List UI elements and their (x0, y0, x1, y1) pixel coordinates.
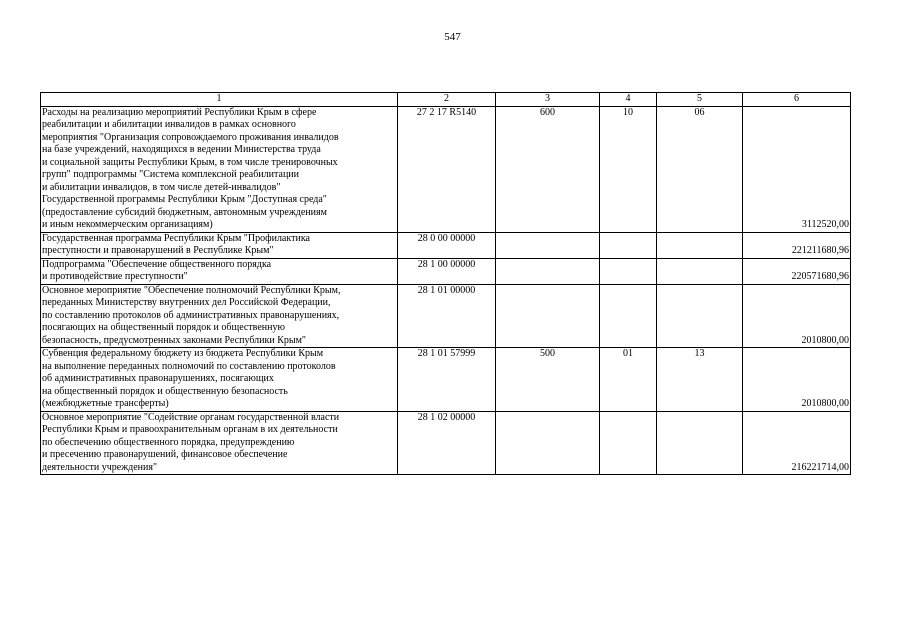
amount-cell: 216221714,00 (743, 411, 851, 475)
expense-type-cell (496, 411, 600, 475)
amount-cell: 221211680,96 (743, 232, 851, 258)
item-name-line: и иным некоммерческим организациям) (42, 219, 213, 230)
section-cell (600, 411, 657, 475)
amount-cell: 2010800,00 (743, 348, 851, 412)
section-cell: 10 (600, 106, 657, 232)
item-name-line: об административных правонарушениях, посягающих (42, 373, 274, 384)
expense-type-cell (496, 258, 600, 284)
item-name-line: Основное мероприятие "Обеспечение полномочий Республики Крым, (42, 284, 341, 296)
subsection-cell (657, 411, 743, 475)
item-name-line: и социальной защиты Республики Крым, в том числе тренировочных (42, 156, 338, 168)
subsection-cell: 13 (657, 348, 743, 412)
item-name-cell (41, 348, 398, 412)
item-name-line: реабилитации и абилитации инвалидов в рамках основного (42, 119, 296, 130)
column-header: 5 (657, 93, 743, 107)
item-name-line: по составлению протоколов об административных правонарушениях, (42, 309, 340, 321)
item-name-cell (41, 411, 398, 475)
page-number: 547 (444, 31, 461, 43)
column-header: 3 (496, 93, 600, 107)
item-name-line: посягающих на общественный порядок и общественную (42, 322, 285, 333)
section-cell (600, 258, 657, 284)
budget-code-cell: 28 1 02 00000 (398, 411, 496, 475)
table-row (41, 258, 851, 284)
item-name-line: Субвенция федеральному бюджету из бюджета Республики Крым (42, 348, 324, 359)
column-header: 2 (398, 93, 496, 107)
expense-type-cell: 600 (496, 106, 600, 232)
table-header-row (41, 93, 851, 107)
column-header: 6 (743, 93, 851, 107)
budget-code-cell: 28 1 01 57999 (398, 348, 496, 412)
amount-cell: 2010800,00 (743, 284, 851, 348)
subsection-cell (657, 284, 743, 348)
item-name-line: (межбюджетные трансферты) (42, 398, 169, 409)
item-name-line: переданных Министерству внутренних дел Российской Федерации, (42, 297, 331, 308)
section-cell: 01 (600, 348, 657, 412)
expense-type-cell (496, 284, 600, 348)
item-name-line: Основное мероприятие "Содействие органам государственной власти (42, 411, 340, 423)
item-name-cell (41, 258, 398, 284)
expense-type-cell: 500 (496, 348, 600, 412)
section-cell (600, 284, 657, 348)
item-name-cell (41, 106, 398, 232)
item-name-line: по обеспечению общественного порядка, предупреждению (42, 436, 295, 448)
item-name-line: на базе учреждений, находящихся в ведении Министерства труда (42, 144, 321, 155)
table-row (41, 284, 851, 348)
item-name-line: безопасность, предусмотренных законами Республики Крым" (42, 334, 307, 346)
table-row (41, 232, 851, 258)
budget-code-cell: 28 0 00 00000 (398, 232, 496, 258)
subsection-cell (657, 232, 743, 258)
item-name-line: деятельности учреждения" (42, 461, 158, 473)
item-name-line: Государственная программа Республики Крым "Профилактика (42, 232, 310, 244)
item-name-line: мероприятия "Организация сопровождаемого проживания инвалидов (42, 131, 339, 143)
amount-cell: 3112520,00 (743, 106, 851, 232)
column-header: 4 (600, 93, 657, 107)
column-header: 1 (41, 93, 398, 107)
item-name-line: Республики Крым и правоохранительным органам в их деятельности (42, 424, 338, 435)
budget-code-cell: 28 1 00 00000 (398, 258, 496, 284)
table-row (41, 106, 851, 232)
budget-code-cell: 27 2 17 R5140 (398, 106, 496, 232)
budget-code-cell: 28 1 01 00000 (398, 284, 496, 348)
amount-cell: 220571680,96 (743, 258, 851, 284)
item-name-line: и пресечению правонарушений, финансовое обеспечение (42, 449, 288, 460)
item-name-line: (предоставление субсидий бюджетным, автономным учреждениям (42, 206, 327, 218)
item-name-line: Подпрограмма "Обеспечение общественного порядка (42, 258, 272, 270)
item-name-cell (41, 284, 398, 348)
item-name-line: Государственной программы Республики Крым "Доступная среда" (42, 194, 327, 205)
item-name-line: Расходы на реализацию мероприятий Республики Крым в сфере (42, 106, 317, 118)
item-name-line: на выполнение переданных полномочий по составлению протоколов (42, 360, 336, 372)
item-name-cell (41, 232, 398, 258)
section-cell (600, 232, 657, 258)
item-name-line: и противодействие преступности" (42, 271, 188, 282)
table-row (41, 411, 851, 475)
table-row (41, 348, 851, 412)
item-name-line: и абилитации инвалидов, в том числе детей-инвалидов" (42, 181, 281, 193)
item-name-line: преступности и правонарушений в Республике Крым" (42, 245, 274, 256)
expense-type-cell (496, 232, 600, 258)
subsection-cell: 06 (657, 106, 743, 232)
item-name-line: групп" подпрограммы "Система комплексной реабилитации (42, 169, 300, 180)
subsection-cell (657, 258, 743, 284)
item-name-line: на общественный порядок и общественную безопасность (42, 385, 288, 397)
budget-table (40, 92, 851, 475)
